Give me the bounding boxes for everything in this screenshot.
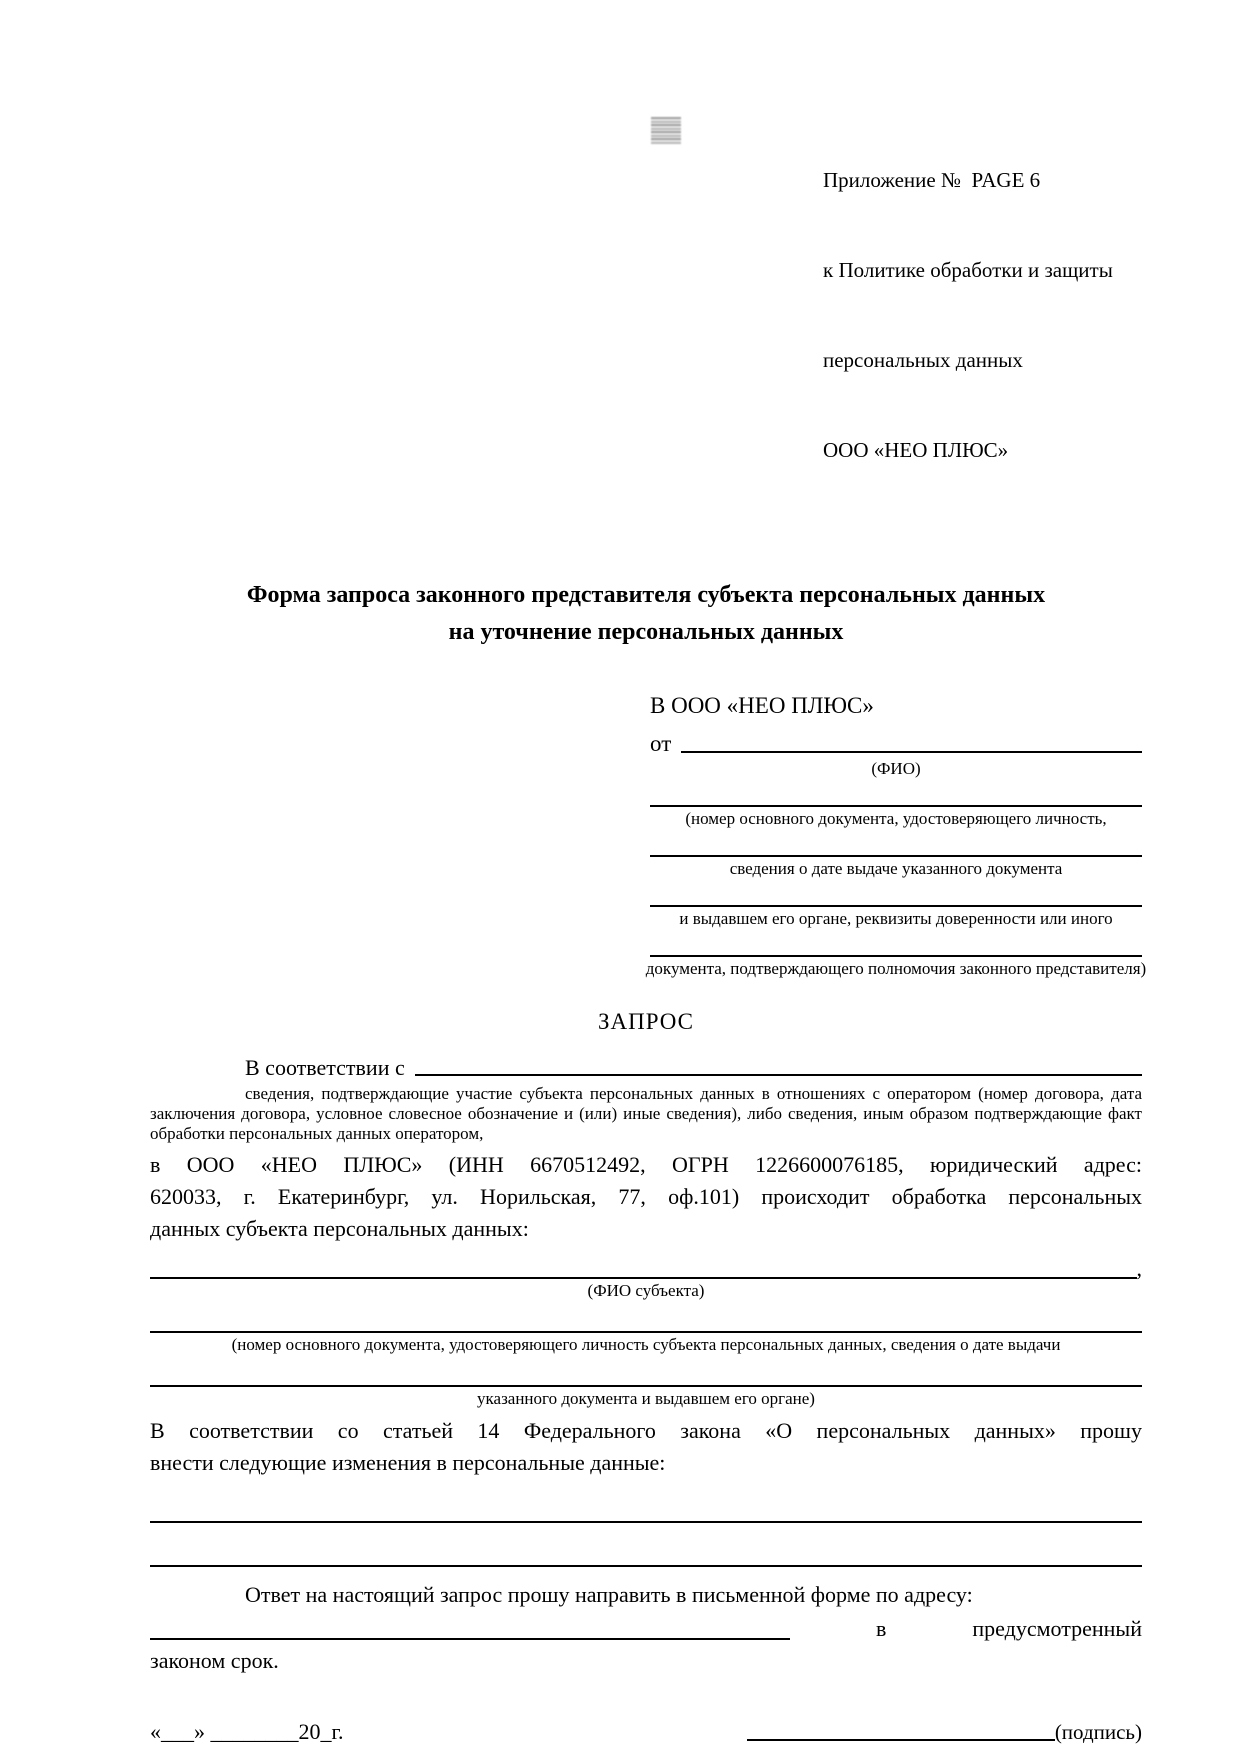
from-label: от (650, 731, 672, 756)
addressee-from-row (650, 725, 1142, 757)
signature-group (747, 1720, 1142, 1745)
date-blank: «___» ________20_г. (150, 1719, 344, 1744)
document-title-line: Форма запроса законного представителя субъекта персональных данных (246, 582, 1046, 608)
representative-doc-blank-line (650, 929, 1142, 957)
representative-doc-blank-line (650, 879, 1142, 907)
subject-fio-blank-line (150, 1277, 1137, 1279)
appendix-header (823, 100, 1142, 525)
article-14-paragraph (150, 1415, 1142, 1479)
fine-print-line: обработки персональных данных оператором, (150, 1124, 484, 1143)
changes-blank-line (150, 1479, 1142, 1523)
trailing-comma: , (1136, 1256, 1142, 1281)
article-14-line: внести следующие изменения в персональные данные: (150, 1450, 666, 1475)
fine-print-note (150, 1084, 1142, 1144)
appendix-header-line: персональных данных (823, 348, 1023, 372)
addressee-to: В ООО «НЕО ПЛЮС» (650, 693, 874, 718)
legal-basis-blank-line (415, 1074, 1142, 1076)
fine-print-line: сведения, подтверждающие участие субъекта персональных данных в отношениях с оператором (номер договора, дата (245, 1084, 1142, 1103)
doc-caption: сведения о дате выдаче указанного документа (729, 859, 1063, 878)
response-paragraph (150, 1579, 1142, 1677)
fio-caption: (ФИО) (871, 759, 921, 778)
subject-doc-blank-line (150, 1301, 1142, 1333)
legal-basis-row (150, 1047, 1142, 1081)
document-title-line: на уточнение персональных данных (448, 619, 844, 645)
operator-paragraph (150, 1149, 1142, 1245)
subject-doc-caption: (номер основного документа, удостоверяющего личность субъекта персональных данных, сведения о дате выдачи (231, 1335, 1061, 1354)
signature-row (150, 1719, 1142, 1745)
subject-doc-blank-line (150, 1355, 1142, 1387)
signature-blank-line (747, 1739, 1055, 1741)
appendix-header-line: к Политике обработки и защиты (823, 258, 1113, 282)
document-content (150, 100, 1147, 1745)
representative-doc-blank-line (650, 829, 1142, 857)
request-heading: ЗАПРОС (597, 1009, 695, 1034)
signature-caption: (подпись) (1054, 1720, 1142, 1744)
subject-fio-caption: (ФИО субъекта) (587, 1281, 705, 1300)
response-line: законом срок. (150, 1648, 279, 1673)
operator-paragraph-line: данных субъекта персональных данных: (150, 1216, 529, 1241)
subject-fio-row (150, 1253, 1142, 1279)
response-line: Ответ на настоящий запрос прошу направить в письменной форме по адресу: (245, 1582, 973, 1607)
subject-doc-caption: указанного документа и выдавшем его органе) (477, 1389, 815, 1408)
response-word: в (876, 1616, 887, 1641)
intro-label: В соответствии с (245, 1055, 405, 1080)
operator-paragraph-line: 620033, г. Екатеринбург, ул. Норильская, 77, оф.101) происходит обработка персональных (150, 1184, 1142, 1209)
operator-paragraph-line: в ООО «НЕО ПЛЮС» (ИНН 6670512492, ОГРН 1226600076185, юридический адрес: (150, 1152, 1142, 1177)
appendix-header-line: Приложение № PAGE 6 (823, 168, 1041, 192)
representative-doc-blank-line (650, 779, 1142, 807)
appendix-header-line: ООО «НЕО ПЛЮС» (823, 438, 1009, 462)
document-title (150, 577, 1142, 651)
doc-caption: и выдавшем его органе, реквизиты доверенности или иного (679, 909, 1113, 928)
article-14-line: В соответствии со статьей 14 Федерального закона «О персональных данных» прошу (150, 1418, 1142, 1443)
address-blank-line (150, 1638, 790, 1640)
fine-print-line: заключения договора, условное словесное обозначение и (или) иные сведения), либо сведения, иным образом подтверждающие факт (150, 1104, 1142, 1123)
response-address-row (150, 1611, 1142, 1645)
representative-fio-blank-line (681, 751, 1142, 753)
response-word: предусмотренный (972, 1616, 1142, 1641)
doc-caption: (номер основного документа, удостоверяющего личность, (685, 809, 1107, 828)
changes-blank-line (150, 1523, 1142, 1567)
addressee-block (645, 689, 1147, 979)
doc-caption: документа, подтверждающего полномочия законного представителя) (645, 959, 1147, 978)
